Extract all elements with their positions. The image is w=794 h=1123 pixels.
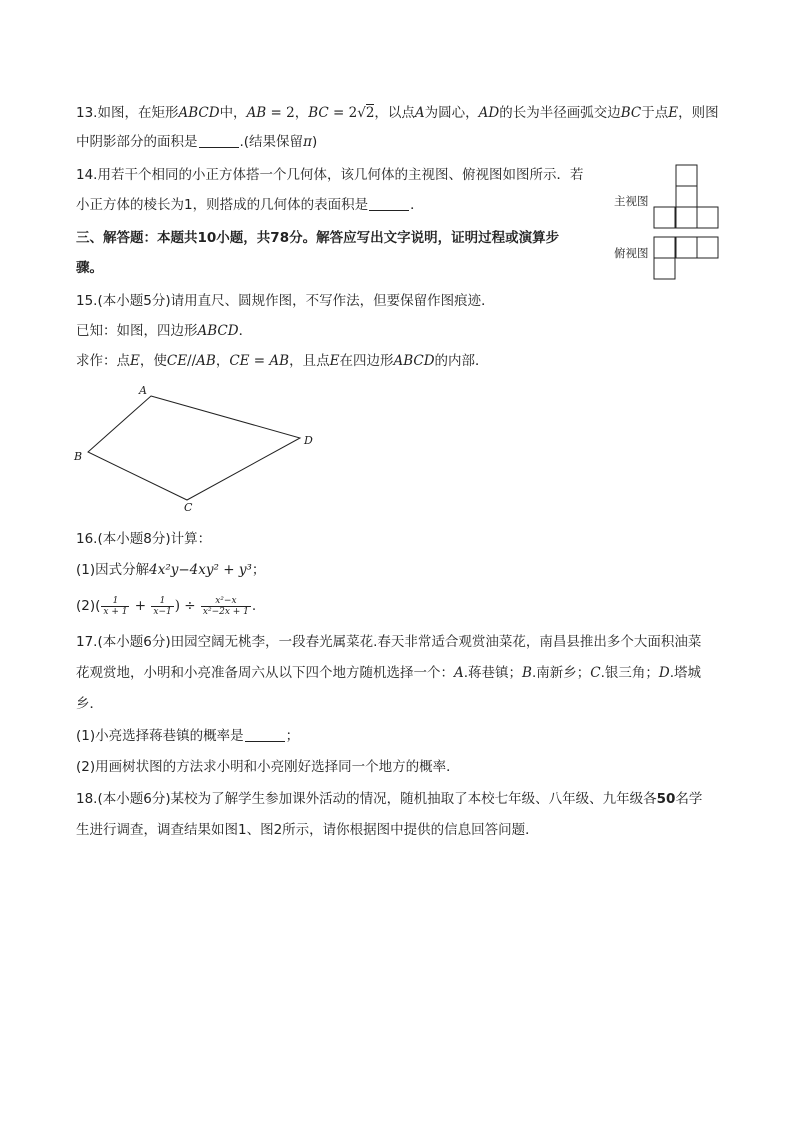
q17-line1: 17.(本小题6分)田园空阔无桃李，一段春光属菜花.春天非常适合观赏油菜花，南昌县推出多个大面积油菜 (76, 634, 702, 650)
top-view-label: 俯视图 (614, 246, 649, 260)
fraction: $\frac{1}{x-1}$ (153, 595, 172, 617)
section3-heading: 三、解答题：本题共10小题，共78分。解答应写出文字说明，证明过程或演算步 (76, 230, 560, 246)
q15-line1: 15.(本小题5分)请用直尺、圆规作图，不写作法，但要保留作图痕迹． (76, 293, 495, 309)
point-label-a: A (139, 384, 147, 397)
q18-line2: 生进行调查，调查结果如图1、图2所示，请你根据图中提供的信息回答问题． (76, 822, 539, 838)
fraction: $\frac{\text{x²−x}}{\text{x²−2x + 1}}$ (202, 595, 249, 617)
q16-part2: (2)( $\frac{1}{x + 1}$ + $\frac{1}{x-1}$ ) ÷ $\frac{\text{x²−x}}{\text{x²−2x + 1}}$ . (76, 595, 257, 617)
q17-part2: (2)用画树状图的方法求小明和小亮刚好选择同一个地方的概率． (76, 759, 460, 775)
section3-heading-line2: 骤。 (76, 260, 103, 276)
q17-line2: 花观赏地，小明和小亮准备周六从以下四个地方随机选择一个：A.蒋巷镇；B.南新乡；C.银三角；D.塔城 (76, 665, 702, 681)
q18-line1: 18.(本小题6分)某校为了解学生参加课外活动的情况，随机抽取了本校七年级、八年级、九年级各50名学 (76, 791, 703, 807)
top-view-grid (654, 237, 718, 279)
sqrt-sign: √ (357, 105, 366, 121)
q14-line1: 14.用若干个相同的小正方体搭一个几何体，该几何体的主视图、俯视图如图所示．若 (76, 167, 584, 183)
main-view-grid (654, 165, 718, 228)
point-label-b: B (74, 450, 83, 463)
fraction: $\frac{1}{x + 1}$ (103, 595, 128, 617)
q15-quadrilateral-figure (70, 380, 330, 515)
answer-blank[interactable] (369, 196, 409, 211)
point-label-c: C (184, 501, 193, 514)
q16-line1: 16.(本小题8分)计算： (76, 531, 212, 547)
q13-line2: 中阴影部分的面积是 .(结果保留π) (76, 134, 318, 150)
q16-part1: (1)因式分解4x²y−4xy² + y³； (76, 562, 266, 578)
answer-blank[interactable] (245, 727, 285, 742)
q17-part1: (1)小亮选择蒋巷镇的概率是 ； (76, 728, 300, 744)
point-label-d: D (304, 434, 313, 447)
q14-views-figure (650, 162, 725, 282)
q13-line1: 13.如图，在矩形ABCD中，AB = 2，BC = 2√2，以点A为圆心，AD的长为半径画弧交边BC于点E，则图 (76, 105, 719, 121)
quadrilateral-abcd (88, 396, 300, 500)
answer-blank[interactable] (199, 133, 239, 148)
q15-line2: 已知：如图，四边形ABCD． (76, 323, 253, 339)
main-view-label: 主视图 (614, 194, 649, 208)
q14-line2: 小正方体的棱长为1，则搭成的几何体的表面积是 ． (76, 197, 424, 213)
q17-line3: 乡． (76, 696, 103, 712)
q15-line3: 求作：点E，使CE//AB，CE = AB，且点E在四边形ABCD的内部． (76, 353, 489, 369)
